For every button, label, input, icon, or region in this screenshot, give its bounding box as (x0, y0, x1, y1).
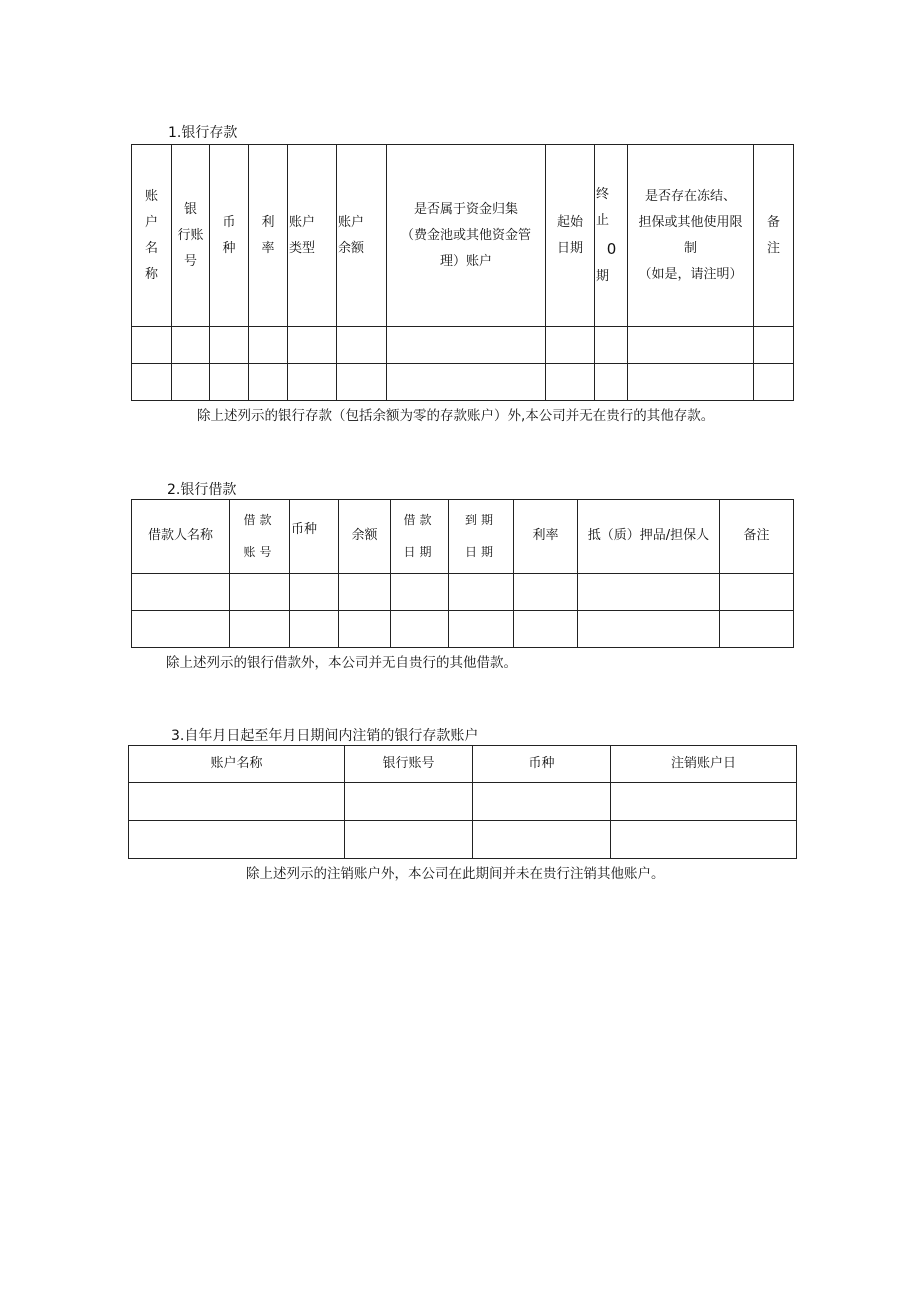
header-borrower-name: 借款人名称 (132, 500, 230, 574)
header-account-name: 账 户 名 称 (132, 145, 172, 327)
bank-loan-table (131, 499, 794, 648)
bank-deposit-table (131, 144, 794, 401)
header-loan-date: 借款 日期 (391, 500, 449, 574)
header-start-date: 起始 日期 (546, 145, 595, 327)
header-account-name: 账户名称 (129, 746, 345, 783)
section2-title: 2.银行借款 (167, 482, 237, 498)
header-restriction: 是否存在冻结、 担保或其他使用限 制 （如是，请注明） (628, 145, 754, 327)
header-remark: 备 注 (754, 145, 794, 327)
section1-note: 除上述列示的银行存款（包括余额为零的存款账户）外,本公司并无在贵行的其他存款。 (197, 408, 715, 424)
header-end-date: 终 止 0 期 (595, 145, 628, 327)
table-row (129, 821, 797, 859)
table-row (132, 611, 794, 648)
header-interest-rate: 利率 (514, 500, 578, 574)
section1-title: 1.银行存款 (168, 125, 238, 141)
header-close-date: 注销账户日 (611, 746, 797, 783)
header-account-type: 账户 类型 (288, 145, 337, 327)
section2-note: 除上述列示的银行借款外，本公司并无自贵行的其他借款。 (166, 655, 517, 671)
table-header-row (132, 500, 794, 574)
header-due-date: 到期 日期 (449, 500, 514, 574)
closed-account-table (128, 745, 797, 859)
header-fund-pool: 是否属于资金归集 （费金池或其他资金管 理）账户 (387, 145, 546, 327)
header-interest-rate: 利 率 (249, 145, 288, 327)
table-header-row (129, 746, 797, 783)
header-currency: 币种 (290, 500, 339, 574)
header-bank-account: 银 行账 号 (172, 145, 210, 327)
table-row (132, 364, 794, 401)
section3-title: 3.自年月日起至年月日期间内注销的银行存款账户 (171, 728, 479, 744)
header-bank-account: 银行账号 (345, 746, 473, 783)
table-row (129, 783, 797, 821)
table-row (132, 327, 794, 364)
section3-note: 除上述列示的注销账户外，本公司在此期间并未在贵行注销其他账户。 (246, 866, 665, 882)
header-loan-account: 借款 账号 (230, 500, 290, 574)
table-row (132, 574, 794, 611)
header-account-balance: 账户 余额 (337, 145, 387, 327)
header-currency: 币 种 (210, 145, 249, 327)
header-currency: 币种 (473, 746, 611, 783)
header-balance: 余额 (339, 500, 391, 574)
header-remark: 备注 (720, 500, 794, 574)
header-collateral: 抵（质）押品/担保人 (578, 500, 720, 574)
table-header-row (132, 145, 794, 327)
